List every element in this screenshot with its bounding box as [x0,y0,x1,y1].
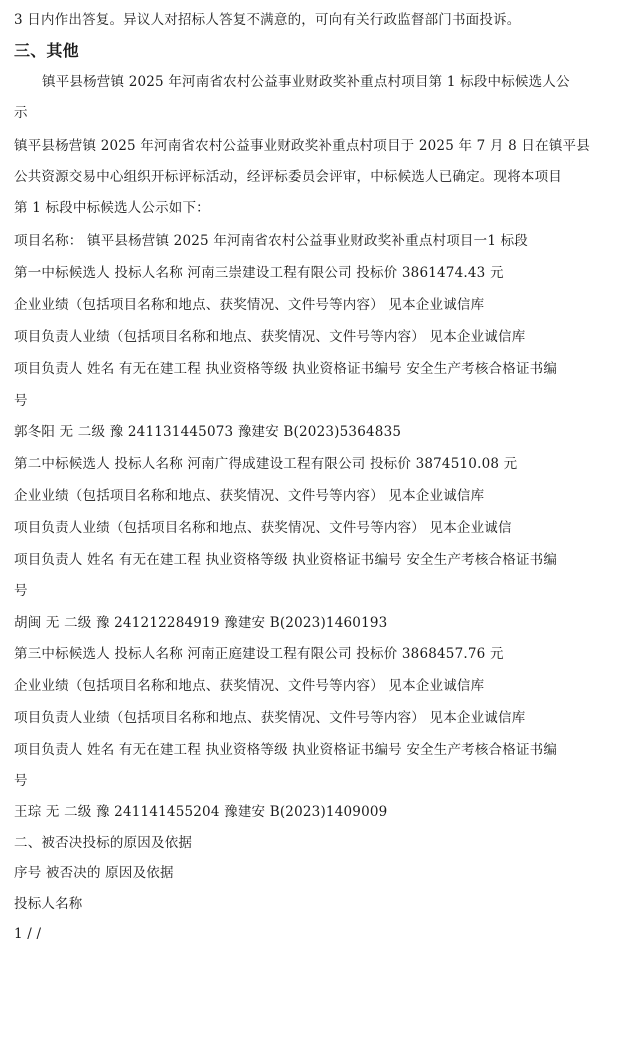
candidate-1-manager-row: 郭冬阳 无 二级 豫 241131445073 豫建安 B(2023)5364835 [14,424,402,440]
intro-paragraph-line-3: 第 1 标段中标候选人公示如下： [14,200,210,216]
rejected-bids-table-row: 1 / / [14,926,42,942]
candidate-1-manager-header: 项目负责人 姓名 有无在建工程 执业资格等级 执业资格证书编号 安全生产考核合格证书编 [14,361,558,377]
candidate-2-manager-header-continued: 号 [14,583,28,599]
candidate-1-manager-header-continued: 号 [14,393,28,409]
candidate-1-summary: 第一中标候选人 投标人名称 河南三崇建设工程有限公司 投标价 3861474.43 元 [14,265,504,281]
rejected-bids-heading: 二、被否决投标的原因及依据 [14,835,193,851]
intro-paragraph-line-1: 镇平县杨营镇 2025 年河南省农村公益事业财政奖补重点村项目于 2025 年 7 月 8 日在镇平县 [14,138,590,154]
notice-title-continued: 示 [14,105,28,121]
candidate-2-company-performance: 企业业绩（包括项目名称和地点、获奖情况、文件号等内容） 见本企业诚信库 [14,488,485,504]
candidate-1-manager-performance: 项目负责人业绩（包括项目名称和地点、获奖情况、文件号等内容） 见本企业诚信库 [14,329,526,345]
candidate-3-manager-performance: 项目负责人业绩（包括项目名称和地点、获奖情况、文件号等内容） 见本企业诚信库 [14,710,526,726]
candidate-3-manager-row: 王琮 无 二级 豫 241141455204 豫建安 B(2023)1409009 [14,804,388,820]
intro-paragraph-line-2: 公共资源交易中心组织开标评标活动，经评标委员会评审，中标候选人已确定。现将本项目 [14,169,562,185]
text-line-objection-reply: 3 日内作出答复。异议人对招标人答复不满意的，可向有关行政监督部门书面投诉。 [14,12,521,28]
rejected-bids-table-header: 序号 被否决的 原因及依据 [14,865,174,881]
candidate-3-summary: 第三中标候选人 投标人名称 河南正庭建设工程有限公司 投标价 3868457.76 元 [14,646,504,662]
candidate-2-manager-row: 胡闽 无 二级 豫 241212284919 豫建安 B(2023)1460193 [14,615,388,631]
candidate-2-manager-performance: 项目负责人业绩（包括项目名称和地点、获奖情况、文件号等内容） 见本企业诚信 [14,520,512,536]
candidate-3-manager-header-continued: 号 [14,773,28,789]
project-name: 项目名称： 镇平县杨营镇 2025 年河南省农村公益事业财政奖补重点村项目一1 标段 [14,233,529,249]
candidate-3-company-performance: 企业业绩（包括项目名称和地点、获奖情况、文件号等内容） 见本企业诚信库 [14,678,485,694]
candidate-1-company-performance: 企业业绩（包括项目名称和地点、获奖情况、文件号等内容） 见本企业诚信库 [14,297,485,313]
notice-title: 镇平县杨营镇 2025 年河南省农村公益事业财政奖补重点村项目第 1 标段中标候选人公 [42,74,570,90]
candidate-2-summary: 第二中标候选人 投标人名称 河南广得成建设工程有限公司 投标价 3874510.08 元 [14,456,518,472]
candidate-2-manager-header: 项目负责人 姓名 有无在建工程 执业资格等级 执业资格证书编号 安全生产考核合格证书编 [14,552,558,568]
section-heading-other: 三、其他 [14,41,79,60]
candidate-3-manager-header: 项目负责人 姓名 有无在建工程 执业资格等级 执业资格证书编号 安全生产考核合格证书编 [14,742,558,758]
rejected-bids-table-header-continued: 投标人名称 [14,896,83,912]
